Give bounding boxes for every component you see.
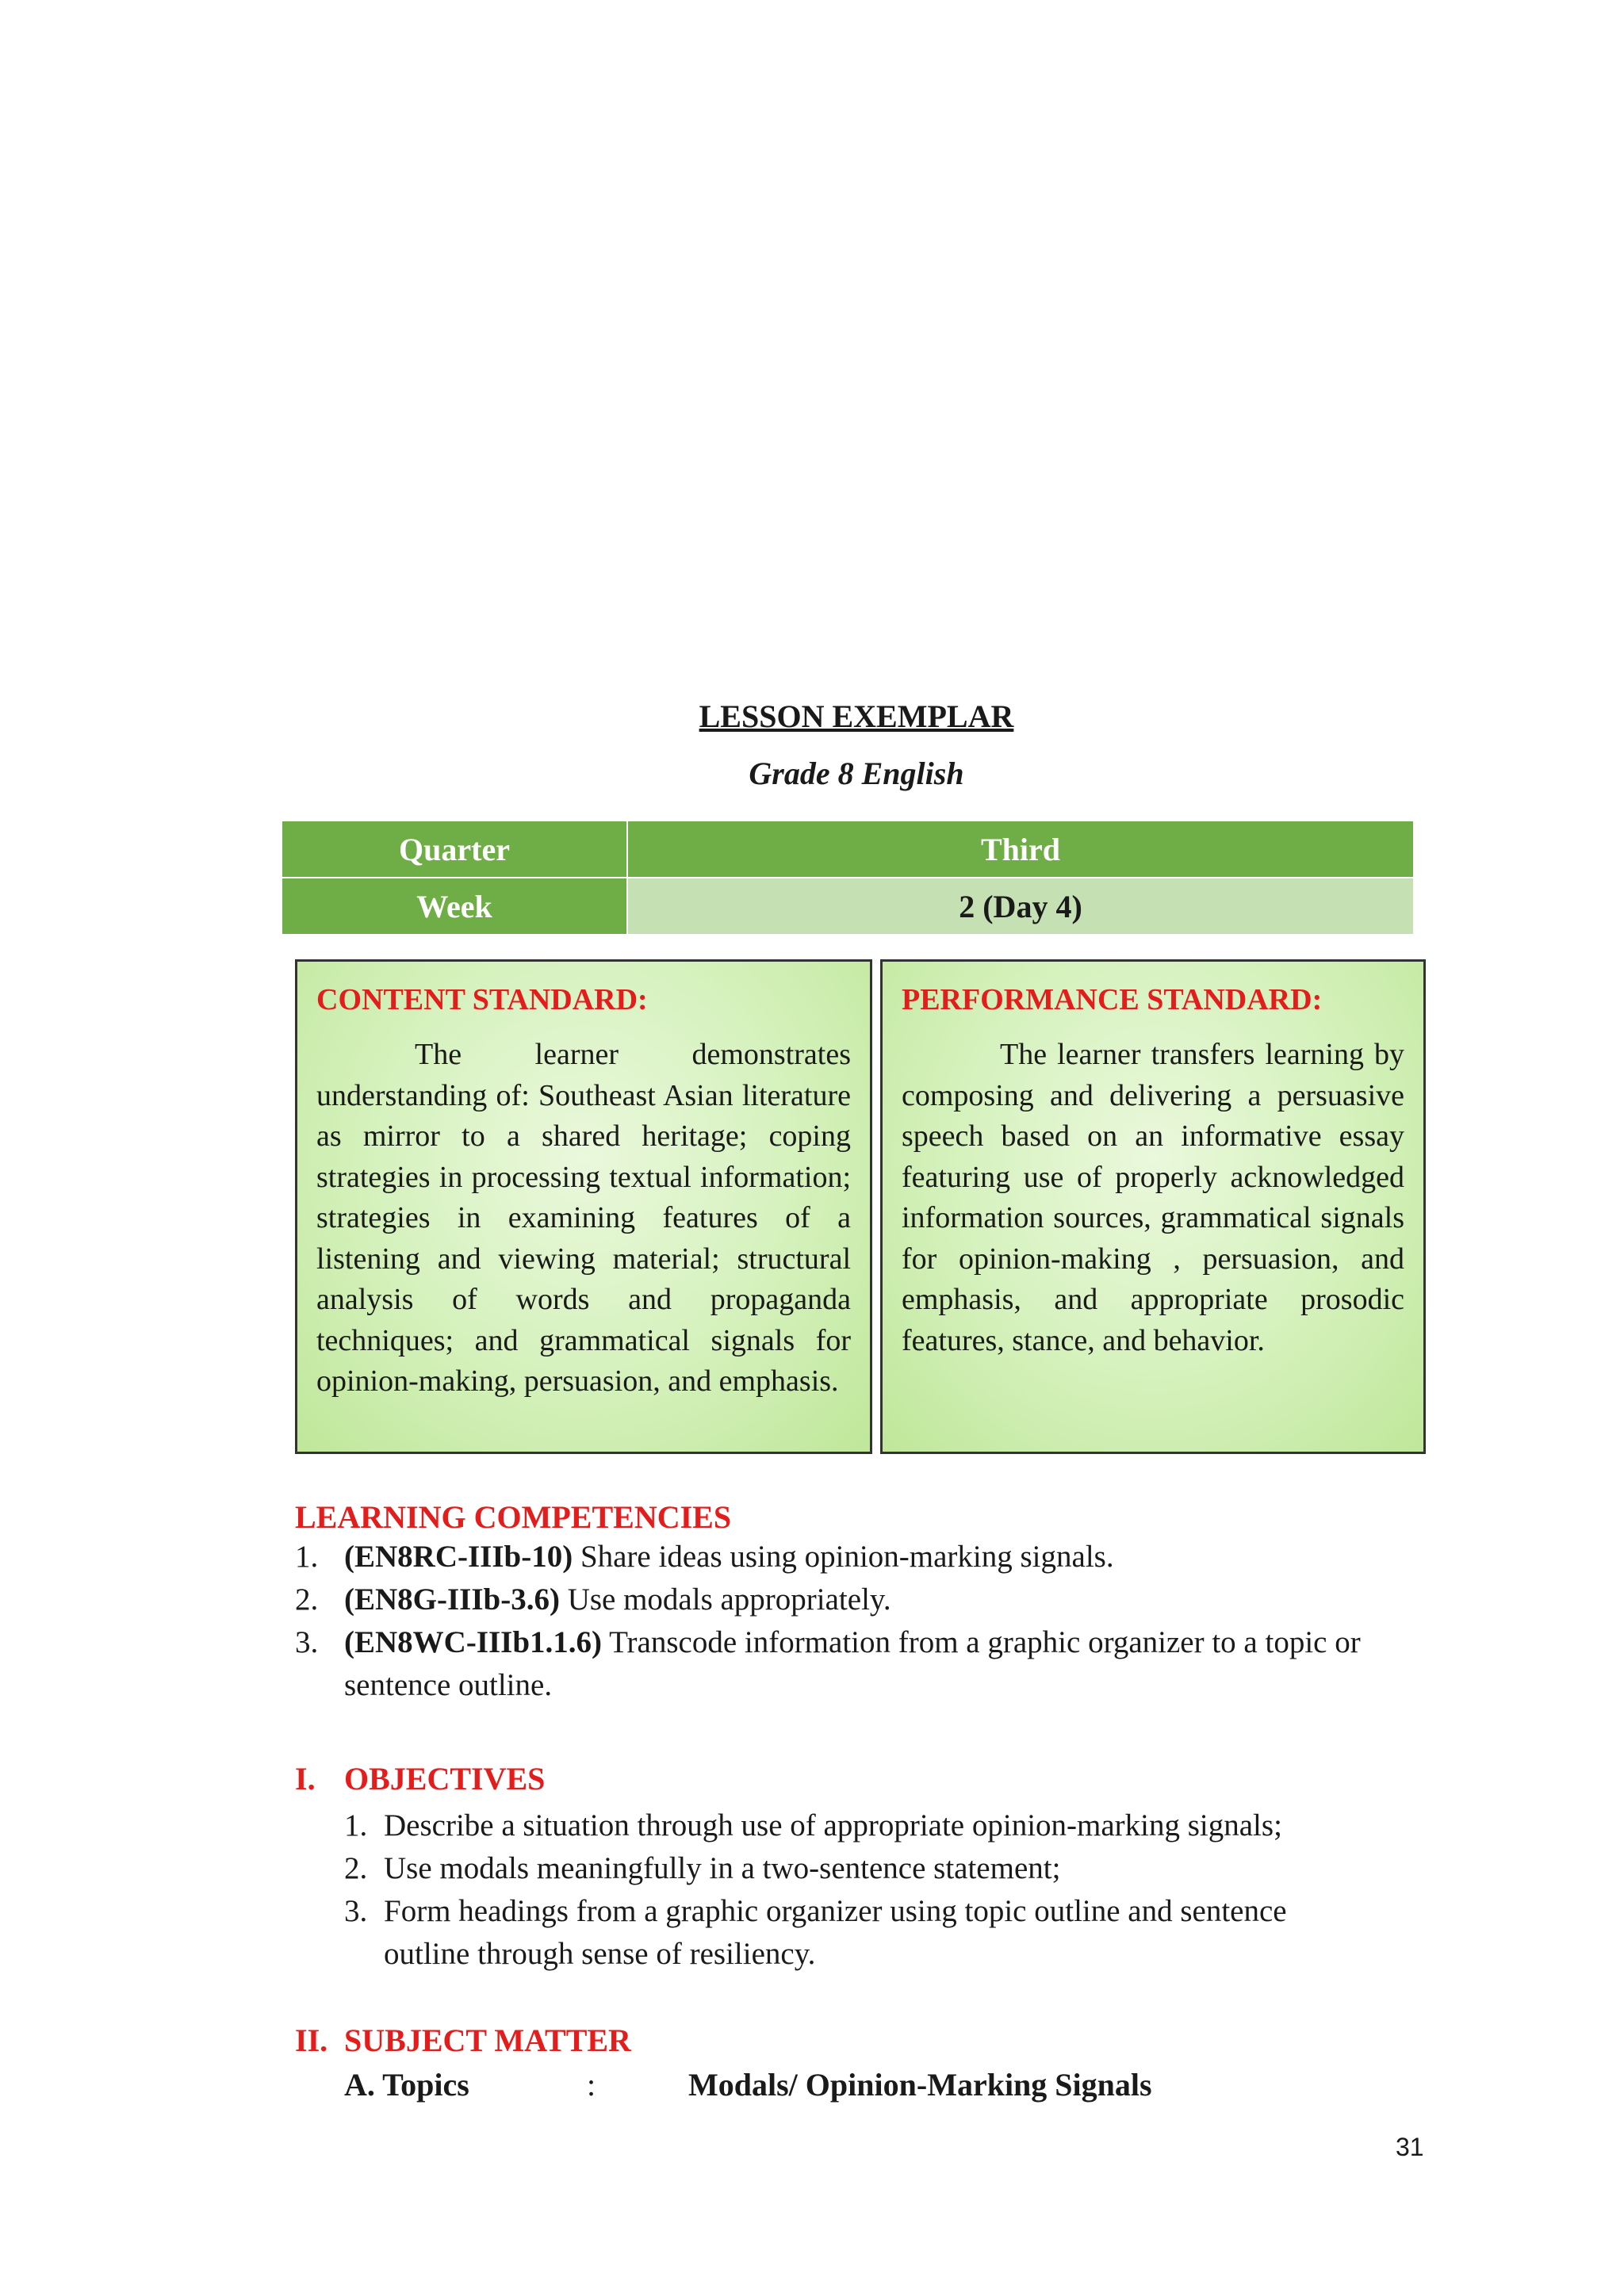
item-number: 2. (295, 1582, 319, 1617)
topics-separator: : (587, 2067, 596, 2103)
list-item (295, 1578, 1361, 1621)
performance-standard-box (880, 959, 1426, 1454)
learning-competencies-section (295, 1498, 1361, 1707)
objective-continuation: outline through sense of resiliency. (384, 1937, 816, 1971)
competency-code: (EN8RC-IIIb-10) (344, 1540, 573, 1574)
objectives-heading: OBJECTIVES (344, 1761, 546, 1797)
topics-value: Modals/ Opinion-Marking Signals (688, 2067, 1152, 2103)
objective-text: Describe a situation through use of appropriate opinion-marking signals; (384, 1808, 1282, 1843)
page-number: 31 (1396, 2133, 1424, 2161)
table-row (282, 821, 1414, 878)
content-standard-heading: CONTENT STANDARD: (316, 983, 648, 1016)
item-number: 1. (344, 1808, 368, 1843)
list-item (344, 1890, 1407, 1933)
topics-label: A. Topics (344, 2067, 469, 2103)
quarter-value: Third (627, 821, 1414, 878)
document-title: LESSON EXEMPLAR (699, 698, 1014, 734)
list-item (295, 1621, 1361, 1664)
info-table (281, 820, 1415, 936)
competency-continuation: sentence outline. (344, 1668, 553, 1702)
item-number: 1. (295, 1540, 319, 1574)
subject-matter-heading-row (295, 2022, 631, 2059)
content-standard-text: The learner demonstrates understanding of: Southeast Asian literature as mirror to a shared heritage; coping strategies in processing textual information; strategies in examining features of a listening and viewing material; structural analysis of words and propaganda techniques; and grammatical signals for opinion-making, persuasion, and emphasis. (316, 1038, 851, 1398)
performance-standard-heading: PERFORMANCE STANDARD: (902, 983, 1323, 1016)
subject-matter-roman: II. (295, 2022, 328, 2058)
document-subtitle: Grade 8 English (749, 756, 964, 791)
objectives-heading-row (295, 1760, 545, 1797)
content-standard-box (295, 959, 872, 1454)
objective-text: Form headings from a graphic organizer using topic outline and sentence (384, 1894, 1287, 1928)
objective-text: Use modals meaningfully in a two-sentence statement; (384, 1851, 1061, 1885)
competency-text: Transcode information from a graphic organizer to a topic or (602, 1625, 1361, 1659)
item-number: 2. (344, 1851, 368, 1885)
item-number: 3. (344, 1894, 368, 1928)
week-label: Week (282, 878, 627, 935)
competency-text: Share ideas using opinion-marking signals. (573, 1540, 1114, 1574)
performance-standard-text: The learner transfers learning by composing and delivering a persuasive speech based on an informative essay featuring use of properly acknowledged information sources, grammatical signals for opinion-making , persuasion, and emphasis, and appropriate prosodic features, stance, and behavior. (902, 1038, 1404, 1357)
table-row (282, 878, 1414, 935)
learning-competencies-heading: LEARNING COMPETENCIES (295, 1499, 732, 1535)
objectives-roman: I. (295, 1761, 316, 1797)
list-item (295, 1536, 1361, 1578)
week-value: 2 (Day 4) (627, 878, 1414, 935)
list-item (344, 1847, 1407, 1890)
competency-code: (EN8WC-IIIb1.1.6) (344, 1625, 603, 1659)
competency-text: Use modals appropriately. (559, 1582, 891, 1617)
list-item (344, 1804, 1407, 1847)
quarter-label: Quarter (282, 821, 627, 878)
competency-code: (EN8G-IIIb-3.6) (344, 1582, 560, 1617)
item-number: 3. (295, 1625, 319, 1659)
subject-matter-heading: SUBJECT MATTER (344, 2022, 631, 2058)
objectives-list (344, 1804, 1407, 1976)
